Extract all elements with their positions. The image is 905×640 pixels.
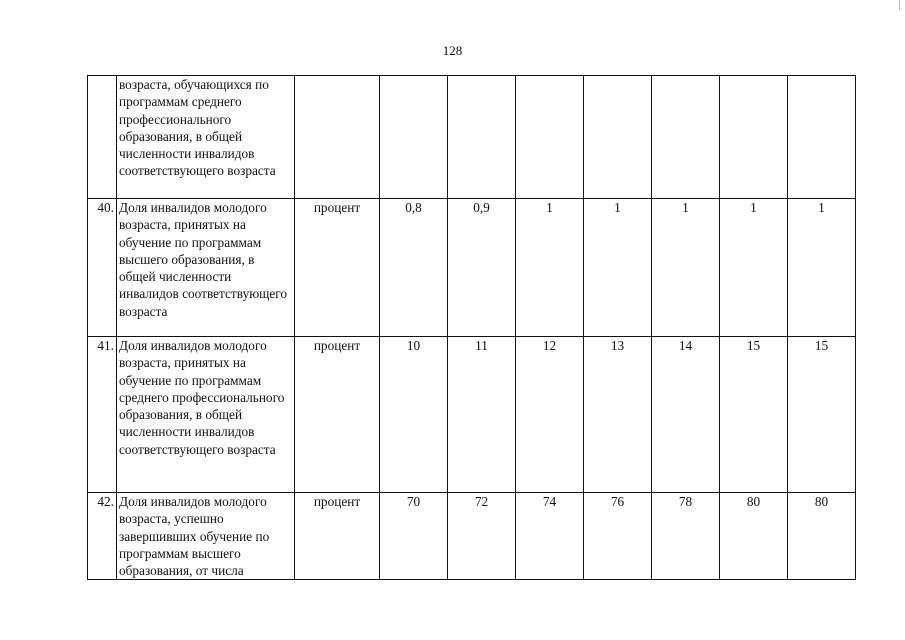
value-cell: 15 [720,337,788,493]
value-cell: 0,8 [380,199,448,337]
value-cell: 12 [516,337,584,493]
value-cell: 14 [652,337,720,493]
indicator-name: Доля инвалидов молодого возраста, принятых на обучение по программам высшего образования, в общей численности инвалидов соответствующего возраста [117,199,295,337]
value-cell: 13 [584,337,652,493]
value-cell [380,76,448,199]
unit-cell: процент [295,199,380,337]
unit-cell: процент [295,337,380,493]
value-cell [652,76,720,199]
table-row [88,493,856,580]
value-cell: 72 [448,493,516,580]
value-cell: 1 [652,199,720,337]
table-row [88,337,856,493]
unit-cell [295,76,380,199]
value-cell: 1 [720,199,788,337]
value-cell [788,76,856,199]
value-cell: 78 [652,493,720,580]
row-number: 42. [88,493,117,580]
value-cell: 70 [380,493,448,580]
unit-cell: процент [295,493,380,580]
value-cell: 15 [788,337,856,493]
indicator-name: возраста, обучающихся по программам среднего профессионального образования, в общей численности инвалидов соответствующего возраста [117,76,295,199]
indicator-name: Доля инвалидов молодого возраста, успешно завершивших обучение по программам высшего образования, от числа [117,493,295,580]
value-cell: 10 [380,337,448,493]
value-cell [584,76,652,199]
value-cell: 1 [584,199,652,337]
value-cell: 1 [516,199,584,337]
table-row [88,199,856,337]
value-cell: 80 [788,493,856,580]
value-cell: 76 [584,493,652,580]
row-number [88,76,117,199]
page-number: 128 [442,43,463,58]
value-cell: 74 [516,493,584,580]
row-number: 41. [88,337,117,493]
indicator-name: Доля инвалидов молодого возраста, принятых на обучение по программам среднего профессионального образования, в общей численности инвалидов соответствующего возраста [117,337,295,493]
row-number: 40. [88,199,117,337]
value-cell: 1 [788,199,856,337]
table-row [88,76,856,199]
indicators-table [87,75,856,580]
value-cell: 11 [448,337,516,493]
value-cell [448,76,516,199]
value-cell: 80 [720,493,788,580]
value-cell: 0,9 [448,199,516,337]
scan-edge-mark [899,0,900,10]
value-cell [516,76,584,199]
value-cell [720,76,788,199]
